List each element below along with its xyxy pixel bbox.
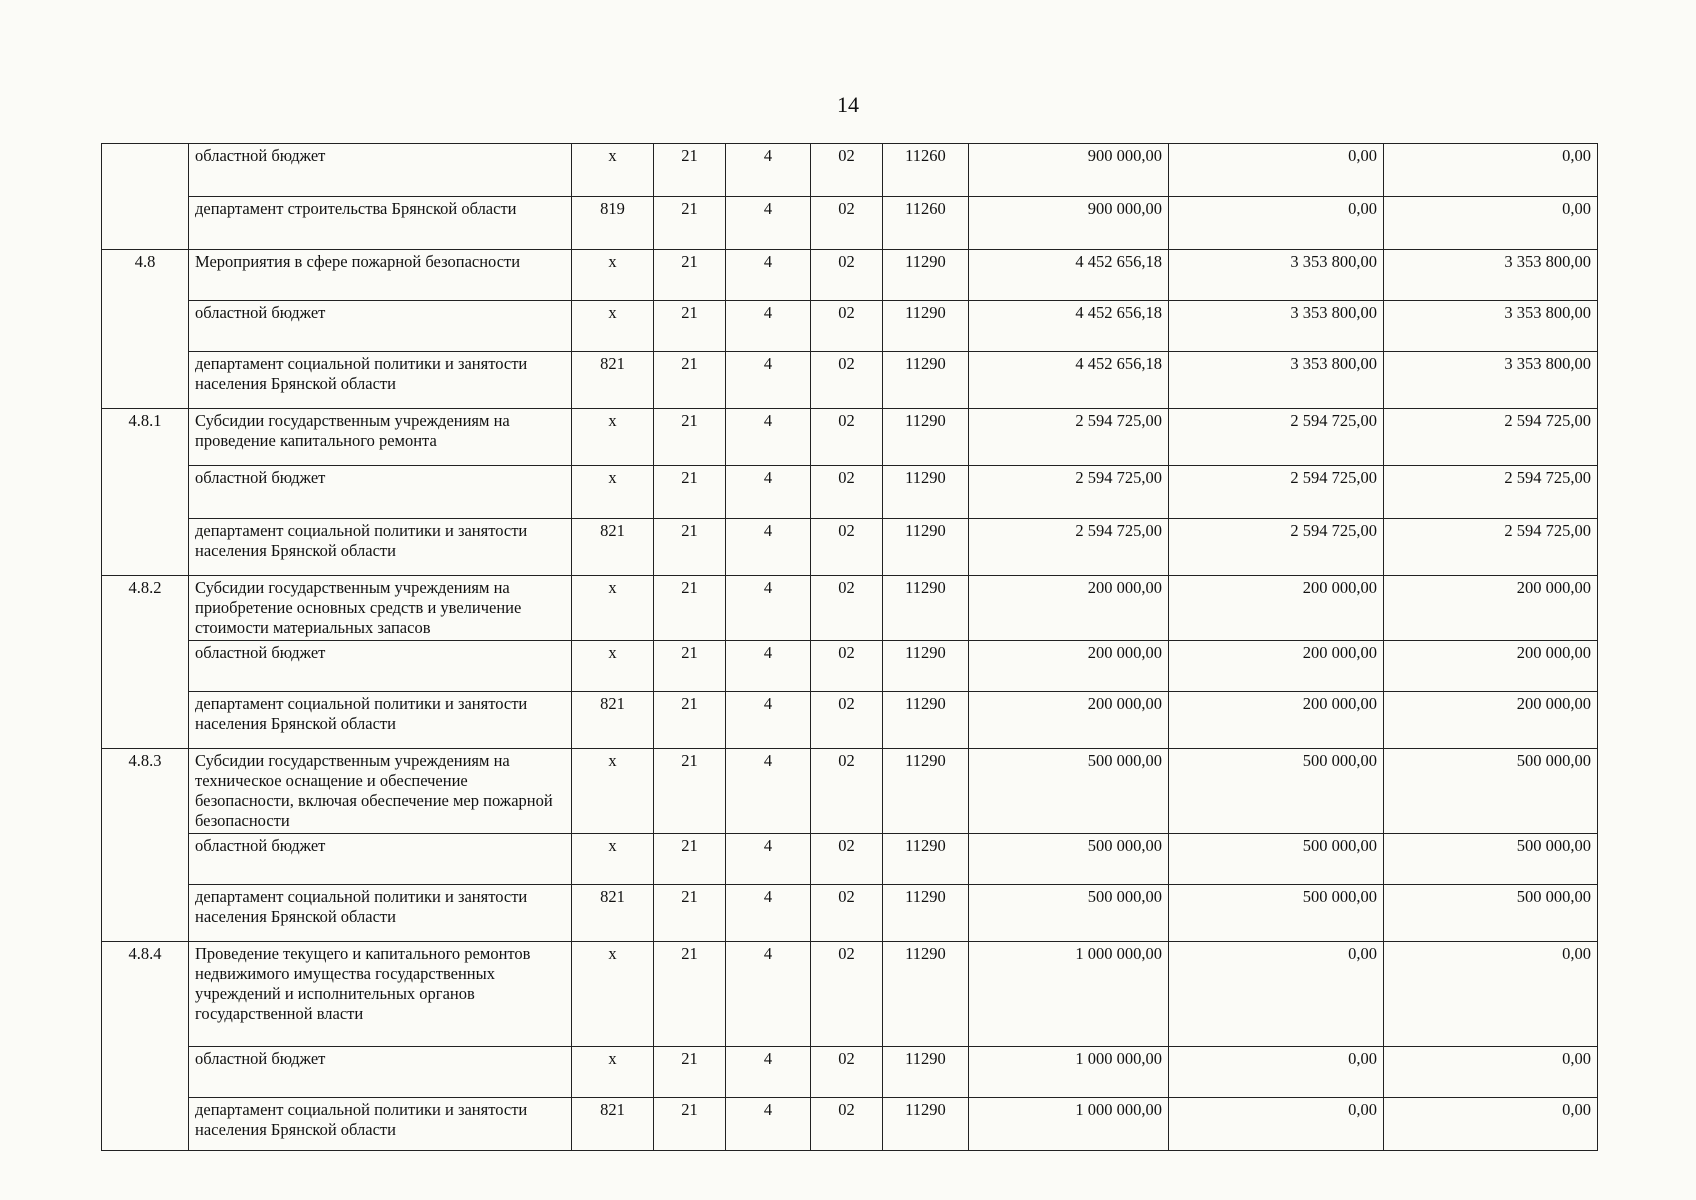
code-gr: 821 — [572, 692, 654, 749]
code-prog: 21 — [654, 519, 726, 576]
code-subprog: 4 — [726, 885, 811, 942]
amount-year-1: 1 000 000,00 — [969, 1098, 1169, 1151]
row-number — [102, 1098, 189, 1151]
amount-year-1: 4 452 656,18 — [969, 352, 1169, 409]
code-gr: 819 — [572, 197, 654, 250]
amount-year-2: 3 353 800,00 — [1169, 250, 1384, 301]
amount-year-2: 0,00 — [1169, 197, 1384, 250]
row-number: 4.8.2 — [102, 576, 189, 641]
row-name: областной бюджет — [189, 1047, 572, 1098]
row-name: Субсидии государственным учреждениям на техническое оснащение и обеспечение безопасности, включая обеспечение мер пожарной безопасности — [189, 749, 572, 834]
code-subprog: 4 — [726, 942, 811, 1047]
amount-year-2: 2 594 725,00 — [1169, 519, 1384, 576]
row-number — [102, 466, 189, 519]
code-prog: 21 — [654, 834, 726, 885]
code-main: 02 — [811, 301, 883, 352]
code-main: 02 — [811, 885, 883, 942]
amount-year-3: 3 353 800,00 — [1384, 352, 1598, 409]
code-subprog: 4 — [726, 1098, 811, 1151]
code-direction: 11290 — [883, 301, 969, 352]
code-main: 02 — [811, 197, 883, 250]
row-number — [102, 519, 189, 576]
code-gr: х — [572, 301, 654, 352]
table-row — [102, 519, 1598, 576]
code-direction: 11290 — [883, 641, 969, 692]
amount-year-3: 500 000,00 — [1384, 885, 1598, 942]
code-prog: 21 — [654, 692, 726, 749]
row-name: областной бюджет — [189, 641, 572, 692]
amount-year-2: 200 000,00 — [1169, 641, 1384, 692]
code-gr: х — [572, 466, 654, 519]
amount-year-2: 500 000,00 — [1169, 885, 1384, 942]
page-number: 14 — [837, 92, 859, 117]
code-gr: 821 — [572, 519, 654, 576]
code-subprog: 4 — [726, 749, 811, 834]
amount-year-3: 0,00 — [1384, 197, 1598, 250]
row-number: 4.8.1 — [102, 409, 189, 466]
row-number — [102, 144, 189, 197]
code-prog: 21 — [654, 301, 726, 352]
row-number: 4.8.3 — [102, 749, 189, 834]
table-row — [102, 942, 1598, 1047]
amount-year-2: 0,00 — [1169, 1098, 1384, 1151]
amount-year-1: 2 594 725,00 — [969, 519, 1169, 576]
row-name: департамент социальной политики и занятости населения Брянской области — [189, 519, 572, 576]
amount-year-1: 4 452 656,18 — [969, 250, 1169, 301]
row-name: Мероприятия в сфере пожарной безопасности — [189, 250, 572, 301]
code-prog: 21 — [654, 144, 726, 197]
code-gr: х — [572, 641, 654, 692]
code-prog: 21 — [654, 576, 726, 641]
code-direction: 11290 — [883, 519, 969, 576]
amount-year-1: 900 000,00 — [969, 197, 1169, 250]
code-direction: 11290 — [883, 1098, 969, 1151]
code-prog: 21 — [654, 885, 726, 942]
row-number: 4.8.4 — [102, 942, 189, 1047]
code-direction: 11290 — [883, 1047, 969, 1098]
amount-year-2: 500 000,00 — [1169, 834, 1384, 885]
row-number — [102, 885, 189, 942]
amount-year-2: 0,00 — [1169, 1047, 1384, 1098]
code-subprog: 4 — [726, 576, 811, 641]
amount-year-1: 200 000,00 — [969, 641, 1169, 692]
code-main: 02 — [811, 144, 883, 197]
row-number: 4.8 — [102, 250, 189, 301]
code-prog: 21 — [654, 250, 726, 301]
code-prog: 21 — [654, 409, 726, 466]
code-main: 02 — [811, 466, 883, 519]
amount-year-2: 3 353 800,00 — [1169, 301, 1384, 352]
code-direction: 11290 — [883, 942, 969, 1047]
code-main: 02 — [811, 352, 883, 409]
row-name: департамент социальной политики и занятости населения Брянской области — [189, 352, 572, 409]
code-direction: 11290 — [883, 576, 969, 641]
amount-year-3: 2 594 725,00 — [1384, 466, 1598, 519]
table-row — [102, 1047, 1598, 1098]
code-subprog: 4 — [726, 692, 811, 749]
code-main: 02 — [811, 1098, 883, 1151]
amount-year-3: 3 353 800,00 — [1384, 250, 1598, 301]
row-name: департамент социальной политики и занятости населения Брянской области — [189, 1098, 572, 1151]
amount-year-3: 2 594 725,00 — [1384, 409, 1598, 466]
code-direction: 11290 — [883, 692, 969, 749]
row-name: департамент строительства Брянской области — [189, 197, 572, 250]
amount-year-2: 0,00 — [1169, 144, 1384, 197]
table-row — [102, 641, 1598, 692]
code-main: 02 — [811, 942, 883, 1047]
code-prog: 21 — [654, 942, 726, 1047]
code-main: 02 — [811, 409, 883, 466]
table-row — [102, 749, 1598, 834]
code-prog: 21 — [654, 641, 726, 692]
code-prog: 21 — [654, 352, 726, 409]
code-direction: 11260 — [883, 144, 969, 197]
code-direction: 11290 — [883, 250, 969, 301]
code-gr: х — [572, 1047, 654, 1098]
table-row — [102, 834, 1598, 885]
amount-year-3: 3 353 800,00 — [1384, 301, 1598, 352]
code-main: 02 — [811, 1047, 883, 1098]
amount-year-2: 200 000,00 — [1169, 576, 1384, 641]
amount-year-3: 200 000,00 — [1384, 576, 1598, 641]
code-subprog: 4 — [726, 250, 811, 301]
amount-year-2: 2 594 725,00 — [1169, 466, 1384, 519]
amount-year-1: 2 594 725,00 — [969, 409, 1169, 466]
row-number — [102, 834, 189, 885]
code-prog: 21 — [654, 1047, 726, 1098]
amount-year-3: 0,00 — [1384, 144, 1598, 197]
amount-year-1: 200 000,00 — [969, 692, 1169, 749]
code-direction: 11290 — [883, 834, 969, 885]
amount-year-2: 2 594 725,00 — [1169, 409, 1384, 466]
code-subprog: 4 — [726, 352, 811, 409]
code-direction: 11290 — [883, 749, 969, 834]
row-number — [102, 301, 189, 352]
table-row — [102, 197, 1598, 250]
code-subprog: 4 — [726, 1047, 811, 1098]
row-name: областной бюджет — [189, 834, 572, 885]
table-row — [102, 576, 1598, 641]
code-gr: х — [572, 144, 654, 197]
code-gr: 821 — [572, 885, 654, 942]
code-direction: 11290 — [883, 409, 969, 466]
table-row — [102, 1098, 1598, 1151]
code-main: 02 — [811, 576, 883, 641]
code-gr: х — [572, 834, 654, 885]
row-name: Проведение текущего и капитального ремонтов недвижимого имущества государственных учреждений и исполнительных органов государственной власти — [189, 942, 572, 1047]
row-name: областной бюджет — [189, 144, 572, 197]
code-direction: 11290 — [883, 466, 969, 519]
amount-year-3: 0,00 — [1384, 942, 1598, 1047]
code-direction: 11290 — [883, 885, 969, 942]
code-main: 02 — [811, 519, 883, 576]
code-gr: х — [572, 409, 654, 466]
row-name: Субсидии государственным учреждениям на проведение капитального ремонта — [189, 409, 572, 466]
amount-year-1: 500 000,00 — [969, 749, 1169, 834]
amount-year-2: 0,00 — [1169, 942, 1384, 1047]
row-name: департамент социальной политики и занятости населения Брянской области — [189, 692, 572, 749]
code-subprog: 4 — [726, 641, 811, 692]
amount-year-1: 200 000,00 — [969, 576, 1169, 641]
table-row — [102, 466, 1598, 519]
row-name: областной бюджет — [189, 466, 572, 519]
table-row — [102, 301, 1598, 352]
code-direction: 11260 — [883, 197, 969, 250]
code-gr: х — [572, 576, 654, 641]
amount-year-3: 500 000,00 — [1384, 749, 1598, 834]
table-row — [102, 144, 1598, 197]
amount-year-1: 1 000 000,00 — [969, 942, 1169, 1047]
code-main: 02 — [811, 834, 883, 885]
row-number — [102, 197, 189, 250]
table-row — [102, 885, 1598, 942]
code-gr: х — [572, 942, 654, 1047]
code-main: 02 — [811, 749, 883, 834]
row-number — [102, 692, 189, 749]
amount-year-2: 500 000,00 — [1169, 749, 1384, 834]
table-row — [102, 692, 1598, 749]
table-row — [102, 250, 1598, 301]
budget-table — [101, 143, 1598, 1151]
amount-year-2: 200 000,00 — [1169, 692, 1384, 749]
row-name: Субсидии государственным учреждениям на приобретение основных средств и увеличение стоимости материальных запасов — [189, 576, 572, 641]
amount-year-1: 900 000,00 — [969, 144, 1169, 197]
row-name: департамент социальной политики и занятости населения Брянской области — [189, 885, 572, 942]
amount-year-1: 500 000,00 — [969, 885, 1169, 942]
code-prog: 21 — [654, 197, 726, 250]
amount-year-2: 3 353 800,00 — [1169, 352, 1384, 409]
code-subprog: 4 — [726, 144, 811, 197]
row-number — [102, 352, 189, 409]
amount-year-3: 0,00 — [1384, 1047, 1598, 1098]
amount-year-3: 200 000,00 — [1384, 641, 1598, 692]
code-main: 02 — [811, 692, 883, 749]
row-number — [102, 641, 189, 692]
code-gr: х — [572, 250, 654, 301]
code-subprog: 4 — [726, 301, 811, 352]
code-gr: х — [572, 749, 654, 834]
code-subprog: 4 — [726, 834, 811, 885]
code-subprog: 4 — [726, 519, 811, 576]
amount-year-3: 2 594 725,00 — [1384, 519, 1598, 576]
code-gr: 821 — [572, 1098, 654, 1151]
code-main: 02 — [811, 250, 883, 301]
amount-year-1: 2 594 725,00 — [969, 466, 1169, 519]
code-subprog: 4 — [726, 197, 811, 250]
code-subprog: 4 — [726, 466, 811, 519]
code-prog: 21 — [654, 1098, 726, 1151]
code-main: 02 — [811, 641, 883, 692]
amount-year-1: 500 000,00 — [969, 834, 1169, 885]
code-prog: 21 — [654, 749, 726, 834]
table-row — [102, 409, 1598, 466]
code-prog: 21 — [654, 466, 726, 519]
row-number — [102, 1047, 189, 1098]
amount-year-3: 0,00 — [1384, 1098, 1598, 1151]
code-gr: 821 — [572, 352, 654, 409]
amount-year-1: 4 452 656,18 — [969, 301, 1169, 352]
table-row — [102, 352, 1598, 409]
code-direction: 11290 — [883, 352, 969, 409]
code-subprog: 4 — [726, 409, 811, 466]
amount-year-3: 500 000,00 — [1384, 834, 1598, 885]
amount-year-3: 200 000,00 — [1384, 692, 1598, 749]
row-name: областной бюджет — [189, 301, 572, 352]
amount-year-1: 1 000 000,00 — [969, 1047, 1169, 1098]
